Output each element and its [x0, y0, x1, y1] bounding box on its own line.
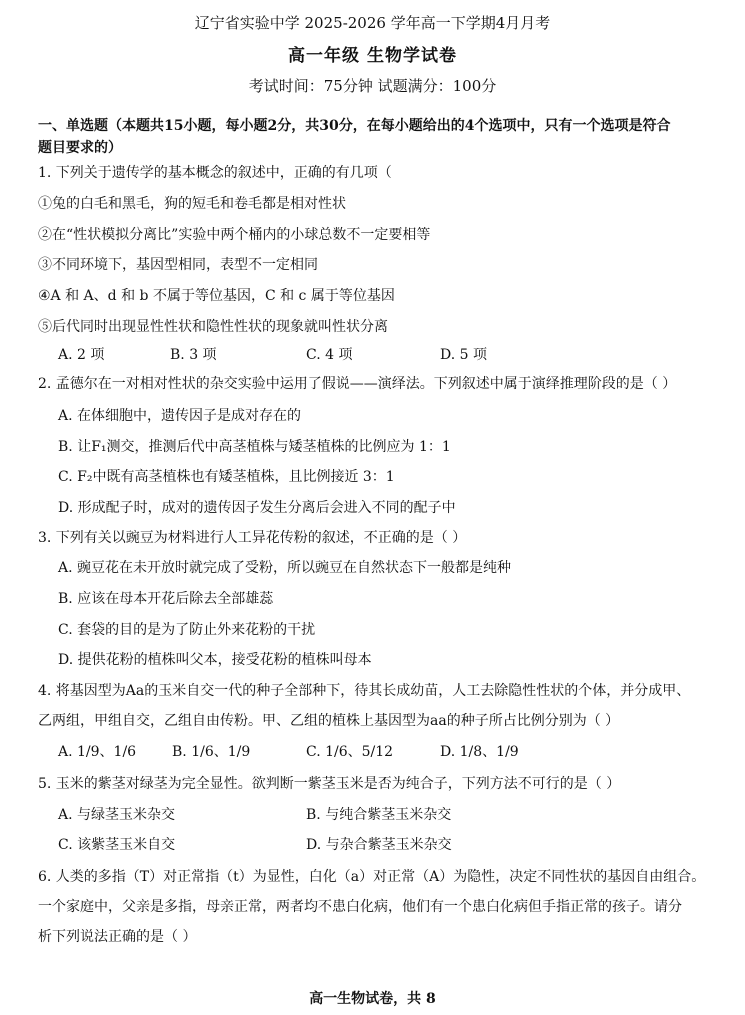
question-4-option-c: C. 1/6、5/12 [306, 744, 394, 760]
question-2-stem: 2. 孟德尔在一对相对性状的杂交实验中运用了假说——演绎法。下列叙述中属于演绎推理阶段的是（ ） [38, 376, 677, 392]
question-1-stem: 1. 下列关于遗传学的基本概念的叙述中，正确的有几项（ [38, 165, 392, 181]
question-3-option-b: B. 应该在母本开花后除去全部雄蕊 [58, 591, 274, 607]
question-3-option-d: D. 提供花粉的植株叫父本，接受花粉的植株叫母本 [58, 652, 372, 668]
question-5-option-b: B. 与纯合紫茎玉米杂交 [306, 807, 452, 823]
question-2-option-d: D. 形成配子时，成对的遗传因子发生分离后会进入不同的配子中 [58, 500, 456, 516]
question-5-stem: 5. 玉米的紫茎对绿茎为完全显性。欲判断一紫茎玉米是否为纯合子，下列方法不可行的是（ ） [38, 776, 621, 792]
question-4-stem-cont: 乙两组，甲组自交，乙组自由传粉。甲、乙组的植株上基因型为aa的种子所占比例分别为（ ） [38, 713, 620, 729]
question-4-option-d: D. 1/8、1/9 [440, 744, 519, 760]
exam-subtitle: 高一年级 生物学试卷 [288, 46, 457, 66]
question-5-option-c: C. 该紫茎玉米自交 [58, 837, 176, 853]
exam-info: 考试时间：75分钟 试题满分：100分 [248, 77, 497, 95]
exam-title: 辽宁省实验中学 2025-2026 学年高一下学期4月月考 [194, 14, 551, 32]
question-1-option-d: D. 5 项 [440, 347, 487, 363]
question-6-stem-cont: 析下列说法正确的是（ ） [38, 929, 197, 945]
question-4-option-b: B. 1/6、1/9 [172, 744, 251, 760]
page-footer: 高一生物试卷，共 8 [309, 991, 436, 1007]
question-1-item: ④A 和 A、d 和 b 不属于等位基因，C 和 c 属于等位基因 [38, 288, 395, 304]
question-4-stem: 4. 将基因型为Aa的玉米自交一代的种子全部种下，待其长成幼苗，人工去除隐性性状的个体，并分成甲、 [38, 683, 691, 699]
question-1-option-b: B. 3 项 [170, 347, 217, 363]
question-2-option-a: A. 在体细胞中，遗传因子是成对存在的 [58, 408, 302, 424]
question-5-option-d: D. 与杂合紫茎玉米杂交 [306, 837, 452, 853]
question-1-item: ⑤后代同时出现显性性状和隐性性状的现象就叫性状分离 [38, 319, 388, 335]
question-6-stem-cont: 一个家庭中，父亲是多指，母亲正常，两者均不患白化病，他们有一个患白化病但手指正常的孩子。请分 [38, 899, 682, 915]
question-5-option-a: A. 与绿茎玉米杂交 [58, 807, 176, 823]
question-2-option-b: B. 让F₁测交，推测后代中高茎植株与矮茎植株的比例应为 1：1 [58, 439, 451, 455]
section-heading-cont: 题目要求的） [38, 140, 122, 156]
question-3-stem: 3. 下列有关以豌豆为材料进行人工异花传粉的叙述，不正确的是（ ） [38, 530, 467, 546]
question-2-option-c: C. F₂中既有高茎植株也有矮茎植株，且比例接近 3：1 [58, 469, 395, 485]
question-4-option-a: A. 1/9、1/6 [58, 744, 137, 760]
question-3-option-a: A. 豌豆花在未开放时就完成了受粉，所以豌豆在自然状态下一般都是纯种 [58, 560, 512, 576]
question-1-item: ①兔的白毛和黑毛，狗的短毛和卷毛都是相对性状 [38, 196, 346, 212]
question-6-stem: 6. 人类的多指（T）对正常指（t）为显性，白化（a）对正常（A）为隐性，决定不同性状的基因自由组合。 [38, 869, 706, 885]
question-1-option-c: C. 4 项 [306, 347, 353, 363]
question-3-option-c: C. 套袋的目的是为了防止外来花粉的干扰 [58, 622, 316, 638]
section-heading: 一、单选题（本题共15小题，每小题2分，共30分，在每小题给出的4个选项中，只有一个选项是符合 [38, 118, 671, 134]
question-1-option-a: A. 2 项 [58, 347, 105, 363]
question-1-item: ③不同环境下，基因型相同，表型不一定相同 [38, 257, 318, 273]
question-1-item: ②在“性状模拟分离比”实验中两个桶内的小球总数不一定要相等 [38, 227, 431, 243]
